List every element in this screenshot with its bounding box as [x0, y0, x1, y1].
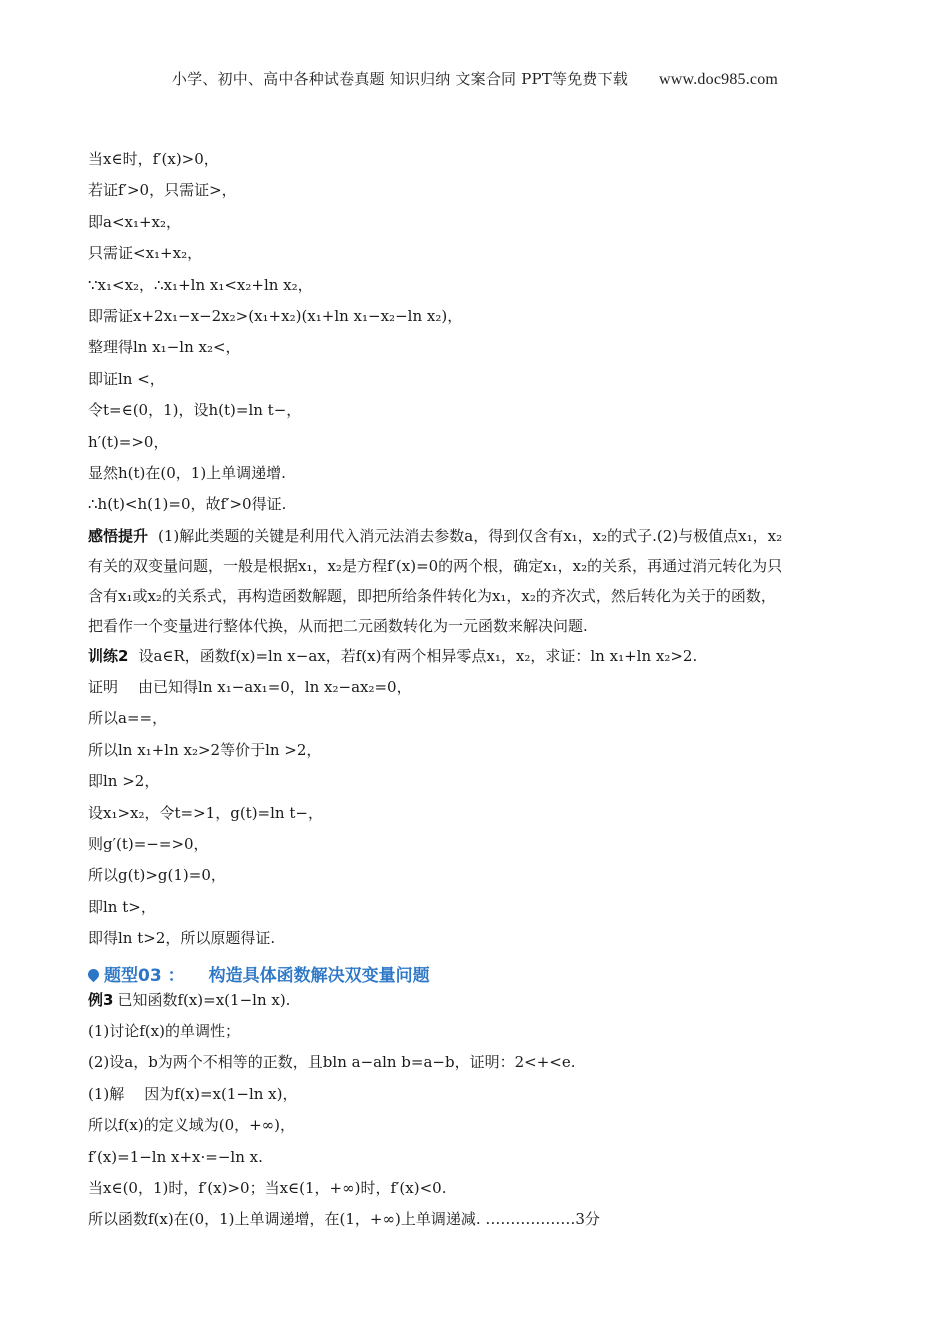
section-heading: [88, 961, 868, 987]
example-question: 例3 已知函数f(x)=x(1−ln x).: [88, 990, 291, 1009]
insight-label: 感悟提升: [88, 526, 149, 545]
score: 3分: [575, 1210, 600, 1229]
solution-line: 所以f(x)的定义域为(0，+∞)，: [88, 1116, 296, 1135]
text-line: 显然h(t)在(0，1)上单调递增.: [88, 463, 286, 482]
text-line: 只需证<x₁+x₂，: [88, 244, 203, 263]
training-question: 训练2 设a∈R，函数f(x)=ln x−ax，若f(x)有两个相异零点x₁，x₂，求证：ln x₁+ln x₂>2.: [88, 646, 698, 665]
text-line: 当x∈时，f′(x)>0，: [88, 150, 219, 168]
page-header: [0, 68, 950, 89]
text-line: ∴h(t)<h(1)=0，故f′>0得证.: [88, 495, 287, 514]
solution-line: 当x∈(0，1)时，f′(x)>0；当x∈(1，+∞)时，f′(x)<0.: [88, 1178, 447, 1197]
insight-paragraph: [88, 527, 868, 636]
solution-label: (1)解: [88, 1084, 125, 1103]
proof-line: 则g′(t)=−=>0，: [88, 835, 209, 854]
text-line: h′(t)=>0，: [88, 432, 169, 451]
header-text: 小学、初中、高中各种试卷真题 知识归纳 文案合同 PPT等免费下载: [171, 70, 629, 88]
text-line: (1)讨论f(x)的单调性；: [88, 1021, 240, 1040]
proof-line: 证明 由已知得ln x₁−ax₁=0，ln x₂−ax₂=0，: [88, 678, 412, 697]
proof-line: 所以a==，: [88, 709, 168, 728]
text-line: 令t=∈(0，1)，设h(t)=ln t−，: [88, 401, 302, 420]
proof-line: 设x₁>x₂，令t=>1，g(t)=ln t−，: [88, 803, 323, 822]
proof-line: 即得ln t>2，所以原题得证.: [88, 929, 276, 948]
text-line: (2)设a，b为两个不相等的正数，且bln a−aln b=a−b，证明：2<+<e.: [88, 1053, 576, 1072]
example-label: 例3: [88, 990, 114, 1009]
proof-label: 证明: [88, 678, 119, 697]
header-url[interactable]: www.doc985.com: [659, 71, 779, 88]
proof-line: 所以g(t)>g(1)=0，: [88, 866, 226, 885]
proof-line: 所以ln x₁+ln x₂>2等价于ln >2，: [88, 740, 322, 759]
text-line: ∵x₁<x₂，∴x₁+ln x₁<x₂+ln x₂，: [88, 275, 313, 294]
proof-line: 即ln t>，: [88, 897, 156, 916]
text-line: 若证f′>0，只需证>，: [88, 181, 237, 200]
solution-line: 所以函数f(x)在(0，1)上单调递增，在(1，+∞)上单调递减. ………………3分: [88, 1210, 600, 1229]
text-line: 即a<x₁+x₂，: [88, 212, 182, 231]
insight-text: 含有x₁或x₂的关系式，再构造函数解题，即把所给条件转化为x₁，x₂的齐次式，然后转化为关于的函数，: [88, 586, 776, 605]
text-line: 整理得ln x₁−ln x₂<，: [88, 338, 241, 357]
text-line: 即证ln <，: [88, 369, 165, 388]
insight-text: (1)解此类题的关键是利用代入消元法消去参数a，得到仅含有x₁，x₂的式子.(2)与极值点x₁，x₂: [158, 526, 783, 545]
location-pin-icon: [86, 967, 102, 983]
document-body: [88, 150, 868, 1242]
insight-text: 有关的双变量问题，一般是根据x₁，x₂是方程f′(x)=0的两个根，确定x₁，x₂的关系，再通过消元转化为只: [88, 556, 783, 575]
proof-line: 即ln >2，: [88, 772, 160, 791]
solution-line: f′(x)=1−ln x+x·=−ln x.: [88, 1147, 263, 1166]
section-tag: 题型03 ：: [104, 966, 185, 987]
text-line: 即需证x+2x₁−x−2x₂>(x₁+x₂)(x₁+ln x₁−x₂−ln x₂)，: [88, 306, 463, 325]
training-label: 训练2: [88, 646, 129, 665]
solution-line: (1)解 因为f(x)=x(1−ln x)，: [88, 1084, 298, 1103]
insight-text: 把看作一个变量进行整体代换，从而把二元函数转化为一元函数来解决问题.: [88, 616, 588, 635]
section-title: 构造具体函数解决双变量问题: [208, 966, 430, 987]
